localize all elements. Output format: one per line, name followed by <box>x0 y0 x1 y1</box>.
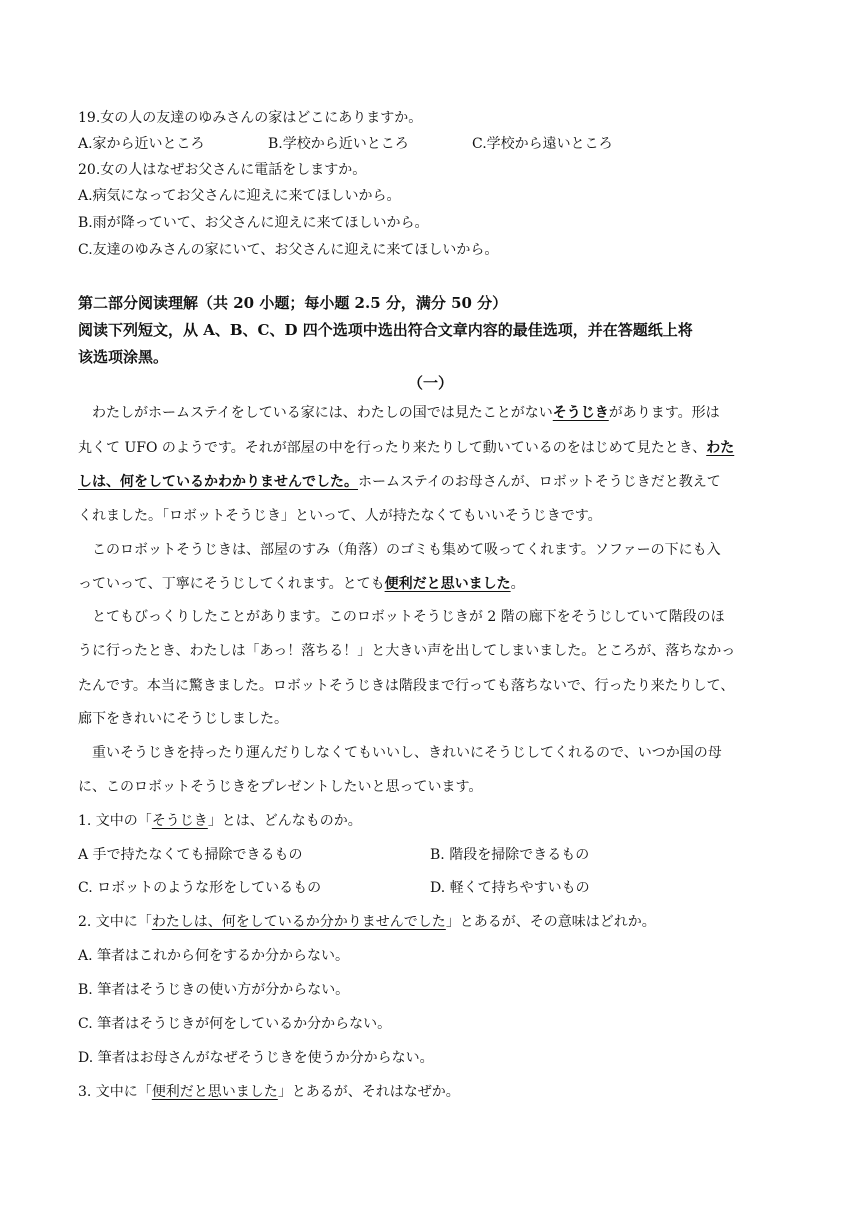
q2-option-c: C. 筆者はそうじきが何をしているか分からない。 <box>78 1016 392 1032</box>
q20-option-c: C.友達のゆみさんの家にいて、お父さんに迎えに来てほしいから。 <box>78 242 499 258</box>
section-instruction-line1: 阅读下列短文，从 A、B、C、D 四个选项中选出符合文章内容的最佳选项，并在答题纸上将 <box>78 321 693 339</box>
question-3: 3. 文中に「便利だと思いました」とあるが、それはなぜか。 <box>78 1084 460 1100</box>
q20-option-b: B.雨が降っていて、お父さんに迎えに来てほしいから。 <box>78 215 429 231</box>
q2-option-d: D. 筆者はお母さんがなぜそうじきを使うか分からない。 <box>78 1050 434 1066</box>
passage-line: うに行ったとき、わたしは「あっ！落ちる！」と大きい声を出してしまいました。ところが、落ちなかっ <box>78 643 736 659</box>
passage-line: このロボットそうじきは、部屋のすみ（角落）のゴミも集めて吸ってくれます。ソファーの下にも入 <box>78 542 721 558</box>
underlined-phrase: わた <box>706 440 735 456</box>
passage-line: 丸くて UFO のようです。それが部屋の中を行ったり来たりして動いているのをはじめて見たとき、わた <box>78 440 735 456</box>
passage-line: っていって、丁寧にそうじしてくれます。とても便利だと思いました。 <box>78 576 525 592</box>
passage-line: わたしがホームステイをしている家には、わたしの国では見たことがないそうじきがあります。形は <box>78 405 720 421</box>
section-heading: 第二部分阅读理解（共 20 小题；每小题 2.5 分，满分 50 分） <box>78 294 508 312</box>
passage-line: たんです。本当に驚きました。ロボットそうじきは階段まで行っても落ちないで、行ったり来たりして、 <box>78 678 735 694</box>
q19-option-b: B.学校から近いところ <box>268 136 409 152</box>
passage-line: 廊下をきれいにそうじしました。 <box>78 711 288 727</box>
passage-line: とてもびっくりしたことがあります。このロボットそうじきが 2 階の廊下をそうじしていて階段のほ <box>78 609 725 625</box>
q2-option-a: A. 筆者はこれから何をするか分からない。 <box>78 948 350 964</box>
q20-option-a: A.病気になってお父さんに迎えに来てほしいから。 <box>78 188 401 204</box>
underlined-phrase: しは、何をしているかわかりませんでした。 <box>78 474 358 490</box>
q19-option-c: C.学校から遠いところ <box>472 136 613 152</box>
underlined-term: そうじき <box>552 405 609 421</box>
section-instruction-line2: 该选项涂黑。 <box>78 348 169 366</box>
passage-line: くれました。「ロボットそうじき」といって、人が持たなくてもいいそうじきです。 <box>78 508 602 524</box>
passage-number: （一） <box>408 374 454 392</box>
passage-line: しは、何をしているかわかりませんでした。ホームステイのお母さんが、ロボットそうじきだと教えて <box>78 474 721 490</box>
underlined-phrase: 便利だと思いました <box>384 576 511 592</box>
question-1: 1. 文中の「そうじき」とは、どんなものか。 <box>78 813 362 829</box>
question-2: 2. 文中に「わたしは、何をしているか分かりませんでした」とあるが、その意味はどれか。 <box>78 914 656 930</box>
q19-option-a: A.家から近いところ <box>78 136 205 152</box>
q1-option-c: C. ロボットのような形をしているもの <box>78 880 322 896</box>
passage-line: に、このロボットそうじきをプレゼントしたいと思っています。 <box>78 779 483 795</box>
q2-option-b: B. 筆者はそうじきの使い方が分からない。 <box>78 982 350 998</box>
q1-option-d: D. 軽くて持ちやすいもの <box>430 880 590 896</box>
passage-line: 重いそうじきを持ったり運んだりしなくてもいいし、きれいにそうじしてくれるので、いつか国の母 <box>78 745 722 761</box>
question-20: 20.女の人はなぜお父さんに電話をしますか。 <box>78 162 367 178</box>
q1-option-b: B. 階段を掃除できるもの <box>430 847 590 863</box>
q1-option-a: A 手で持たなくても掃除できるもの <box>78 847 303 863</box>
question-19: 19.女の人の友達のゆみさんの家はどこにありますか。 <box>78 110 423 126</box>
